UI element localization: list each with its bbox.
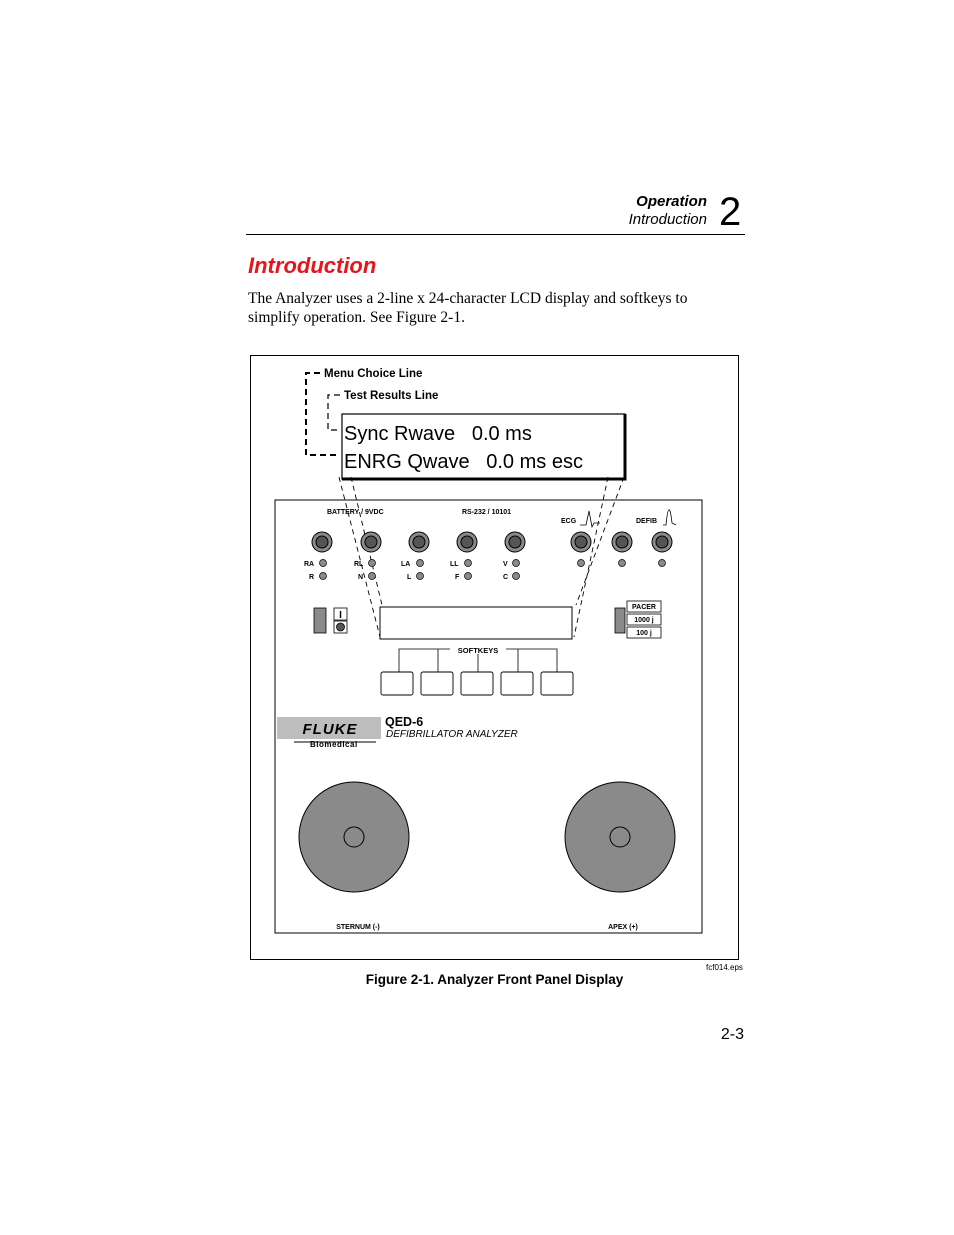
jack-4[interactable]	[457, 532, 477, 552]
led-r	[320, 573, 327, 580]
jack-3[interactable]	[409, 532, 429, 552]
led-la	[417, 560, 424, 567]
figure-caption: Figure 2-1. Analyzer Front Panel Display	[365, 972, 624, 987]
svg-text:1000 j: 1000 j	[634, 617, 654, 624]
power-on-symbol: I	[339, 610, 342, 621]
pacer-100j-button[interactable]	[627, 627, 661, 638]
lead-label-ll: LL	[450, 561, 459, 568]
ecg-jack[interactable]	[571, 532, 591, 552]
power-on-button[interactable]	[334, 608, 347, 621]
chapter-title: Operation	[636, 193, 707, 210]
section-title-header: Introduction	[628, 211, 707, 228]
jack-7[interactable]	[612, 532, 632, 552]
lcd-line-1: Sync Rwave 0.0 ms	[344, 423, 532, 445]
power-slot	[314, 608, 326, 633]
sternum-label: STERNUM (-)	[336, 924, 380, 931]
lead-label-r: R	[309, 574, 315, 581]
sternum-paddle-plate[interactable]	[299, 782, 409, 892]
test-results-callout: Test Results Line	[344, 390, 439, 402]
defib-jack[interactable]	[652, 532, 672, 552]
pacer-button[interactable]	[627, 601, 661, 612]
battery-label: BATTERY / 9VDC	[327, 509, 384, 516]
softkeys	[381, 672, 573, 695]
lead-label-ra: RA	[304, 561, 315, 568]
rs232-label: RS-232 / 10101	[462, 509, 512, 516]
lead-label-l: L	[407, 574, 412, 581]
led-7	[619, 560, 626, 567]
softkeys-label: SOFTKEYS	[457, 646, 499, 655]
lead-labels	[304, 561, 508, 581]
connector-jacks	[312, 532, 672, 552]
led-v	[513, 560, 520, 567]
defib-wave-icon	[663, 510, 676, 525]
jack-5[interactable]	[505, 532, 525, 552]
front-panel-figure	[250, 355, 739, 960]
defib-label: DEFIB	[636, 518, 657, 525]
lcd-line-2: ENRG Qwave 0.0 ms esc	[344, 451, 583, 473]
brand-sub: Biomedical	[310, 740, 358, 749]
lead-label-rl: RL	[354, 561, 364, 568]
softkey-5[interactable]	[541, 672, 573, 695]
led-rl	[369, 560, 376, 567]
lead-label-la: LA	[401, 561, 411, 568]
led-c	[513, 573, 520, 580]
power-off-button[interactable]	[334, 621, 347, 633]
menu-choice-callout: Menu Choice Line	[324, 368, 423, 380]
page-number: 2-3	[720, 1026, 744, 1043]
led-n	[369, 573, 376, 580]
led-ecg	[578, 560, 585, 567]
pacer-slot	[615, 608, 625, 633]
header-rule	[246, 234, 745, 235]
ecg-wave-icon	[580, 511, 600, 527]
softkey-1[interactable]	[381, 672, 413, 695]
svg-text:100 j: 100 j	[636, 630, 652, 637]
led-l	[417, 573, 424, 580]
lead-label-n: N	[358, 574, 364, 581]
led-f	[465, 573, 472, 580]
apex-label: APEX (+)	[608, 924, 638, 931]
apex-paddle-plate[interactable]	[565, 782, 675, 892]
led-ra	[320, 560, 327, 567]
led-defib	[659, 560, 666, 567]
fluke-logo	[277, 717, 381, 749]
body-paragraph: The Analyzer uses a 2-line x 24-character LCD display and softkeys to simplify operation. See Figure 2-1.	[248, 290, 688, 326]
pacer-1000j-button[interactable]	[627, 614, 661, 625]
jack-1[interactable]	[312, 532, 332, 552]
model-description: DEFIBRILLATOR ANALYZER	[386, 729, 518, 740]
softkey-2[interactable]	[421, 672, 453, 695]
section-heading: Introduction	[248, 253, 377, 278]
lcd-display	[342, 414, 625, 479]
svg-text:PACER: PACER	[632, 604, 656, 611]
led-ll	[465, 560, 472, 567]
chapter-number: 2	[719, 190, 742, 234]
ecg-label: ECG	[561, 518, 577, 525]
brand-name: FLUKE	[302, 721, 358, 738]
lead-leds	[320, 560, 666, 580]
figure-file-name: fcf014.eps	[706, 963, 743, 972]
panel-lcd-window	[380, 607, 572, 639]
lead-label-c: C	[503, 574, 509, 581]
lead-label-f: F	[455, 574, 460, 581]
jack-2[interactable]	[361, 532, 381, 552]
model-name: QED-6	[385, 715, 424, 729]
callout-brackets	[306, 373, 340, 455]
softkey-3[interactable]	[461, 672, 493, 695]
softkey-4[interactable]	[501, 672, 533, 695]
lead-label-v: V	[503, 561, 508, 568]
